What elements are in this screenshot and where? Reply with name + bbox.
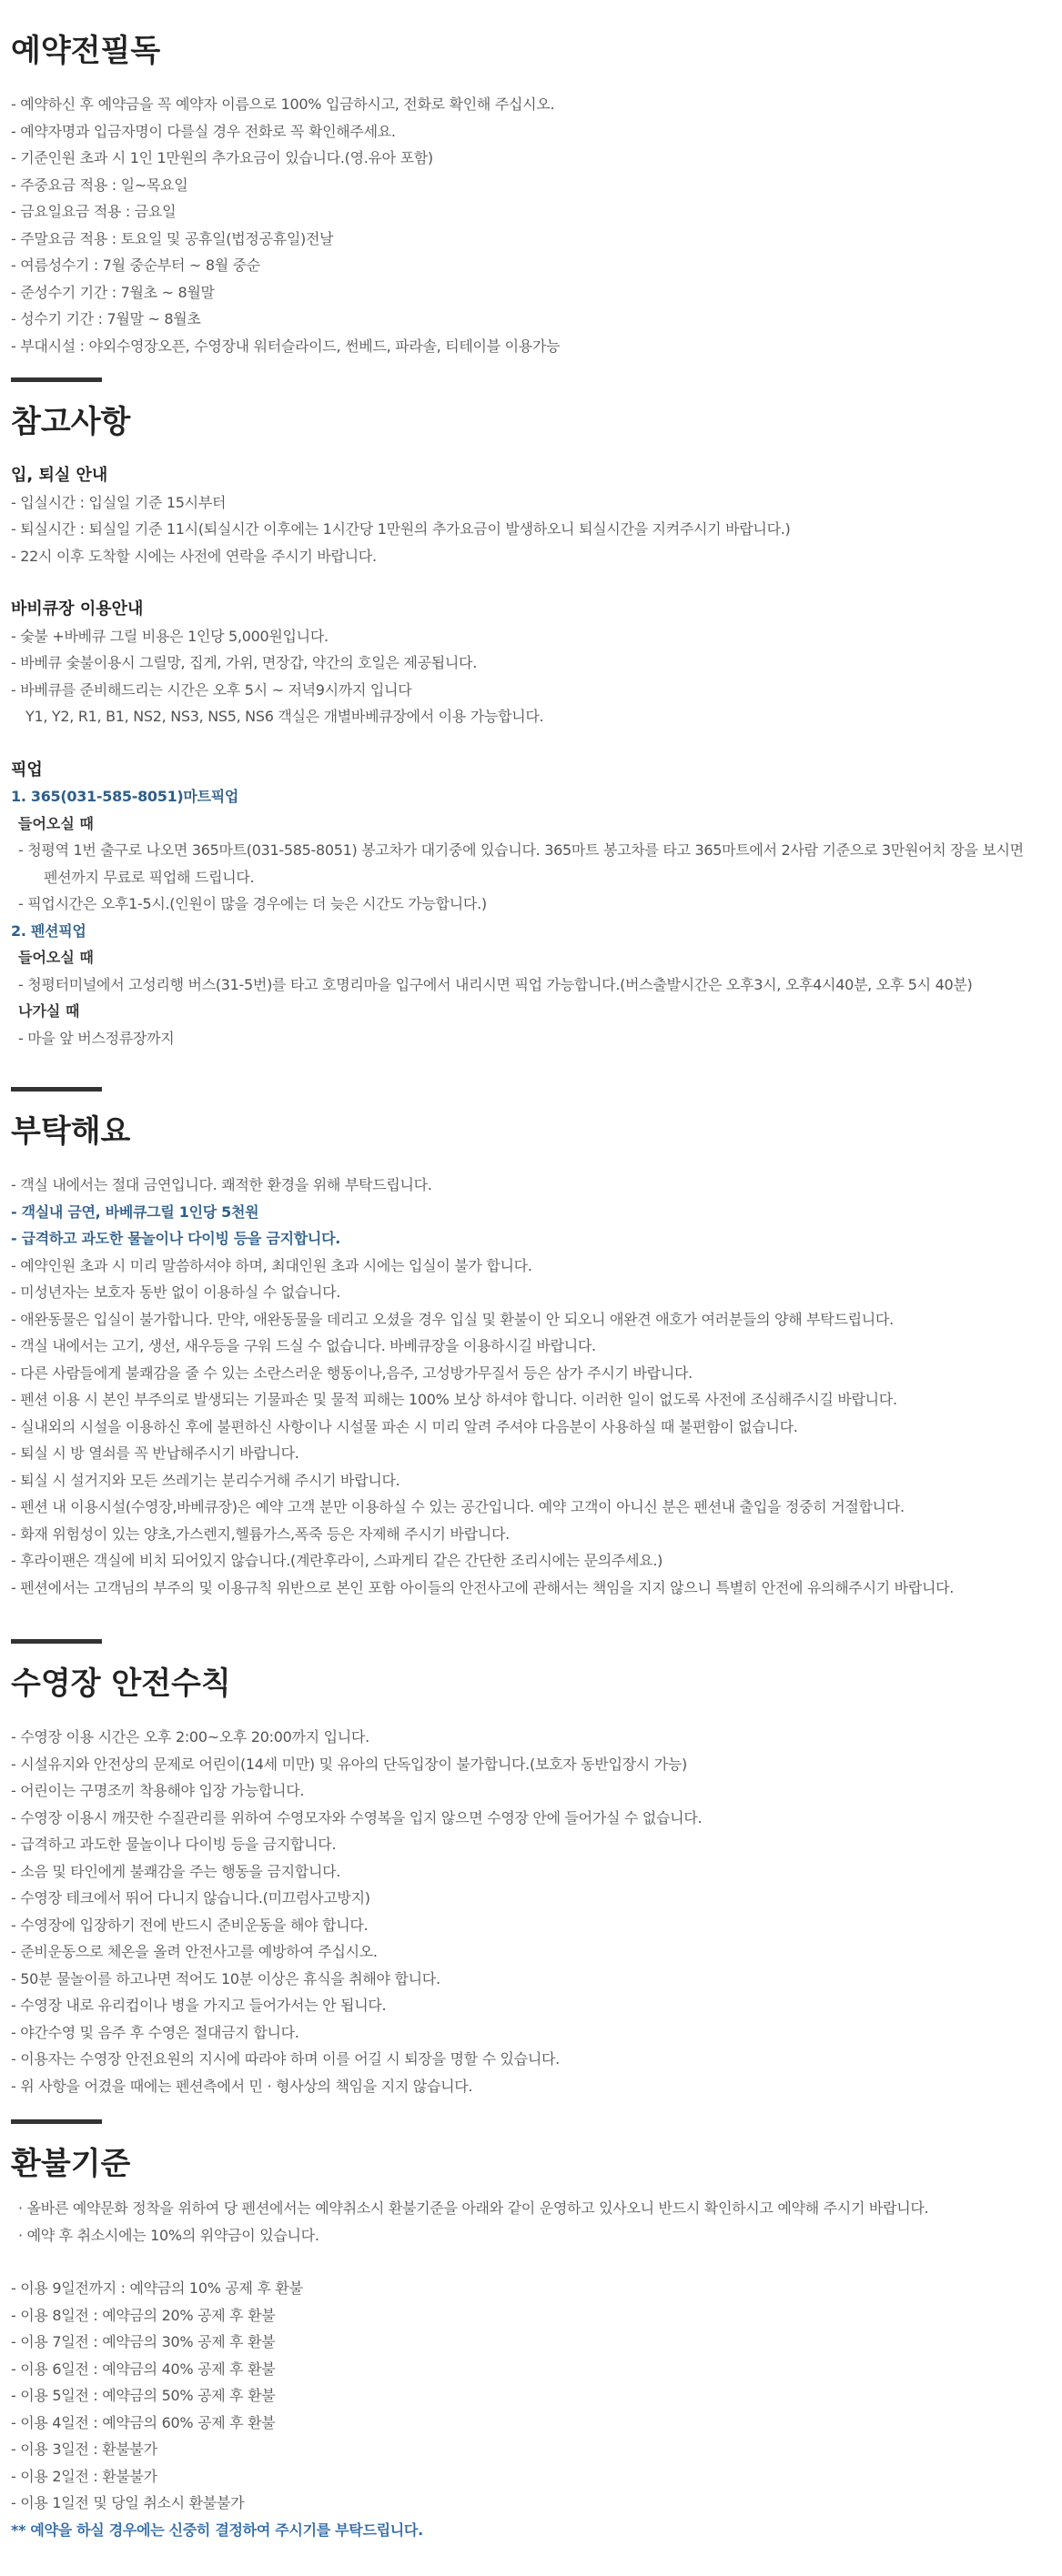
request-item: - 미성년자는 보호자 동반 없이 이용하실 수 없습니다. <box>11 1283 341 1301</box>
refund-item: - 이용 6일전 : 예약금의 40% 공제 후 환불 <box>11 2360 276 2378</box>
pool-rule-item: - 수영장 이용 시간은 오후 2:00~오후 20:00까지 입니다. <box>11 1728 369 1746</box>
pickup-option1-line: - 청평역 1번 출구로 나오면 365마트(031-585-8051) 봉고차가 대기중에 있습니다. 365마트 봉고차를 타고 365마트에서 2사람 기준으로 3만원어치 장을 보시면 <box>18 841 1024 859</box>
requests-title: 부탁해요 <box>11 1113 131 1150</box>
refund-item: - 이용 9일전까지 : 예약금의 10% 공제 후 환불 <box>11 2279 303 2297</box>
reservation-item: - 금요일요금 적용 : 금요일 <box>11 203 177 220</box>
refund-intro <box>11 2195 928 2249</box>
pickup-option1-sub: 들어오실 때 <box>18 814 94 832</box>
requests-section <box>11 1087 954 1601</box>
pool-rule-item: - 어린이는 구명조끼 착용해야 입장 가능합니다. <box>11 1782 305 1799</box>
request-item: - 화재 위험성이 있는 양초,가스렌지,헬륨가스,폭죽 등은 자제해 주시기 바랍니다. <box>11 1524 510 1543</box>
pool-rule-item: - 시설유지와 안전상의 문제로 어린이(14세 미만) 및 유아의 단독입장이 불가합니다.(보호자 동반입장시 가능) <box>11 1755 687 1773</box>
reservation-item: - 여름성수기 : 7월 중순부터 ~ 8월 중순 <box>11 257 260 274</box>
bbq-item: - 숯불 +바베큐 그릴 비용은 1인당 5,000원입니다. <box>11 627 329 645</box>
reservation-list <box>11 91 560 359</box>
bbq-list <box>11 623 1024 704</box>
pool-list <box>11 1724 702 2099</box>
request-item: - 펜션 내 이용시설(수영장,바베큐장)은 예약 고객 분만 이용하실 수 있는 공간입니다. 예약 고객이 아니신 분은 펜션내 출입을 정중히 거절합니다. <box>11 1498 905 1515</box>
refund-item: - 이용 1일전 및 당일 취소시 환불불가 <box>11 2494 245 2511</box>
bbq-note: Y1, Y2, R1, B1, NS2, NS3, NS5, NS6 객실은 개별바베큐장에서 이용 가능합니다. <box>25 708 544 725</box>
refund-notice: ** 예약을 하실 경우에는 신중히 결정하여 주시기를 부탁드립니다. <box>11 2521 423 2539</box>
pool-rule-item: - 수영장에 입장하기 전에 반드시 준비운동을 해야 합니다. <box>11 1916 369 1934</box>
reservation-item: - 주중요금 적용 : 일~목요일 <box>11 176 188 194</box>
reservation-item: - 부대시설 : 야외수영장오픈, 수영장내 워터슬라이드, 썬베드, 파라솔, 티테이블 이용가능 <box>11 337 561 355</box>
request-item: - 펜션 이용 시 본인 부주의로 발생되는 기물파손 및 물적 피해는 100% 보상 하셔야 합니다. 이러한 일이 없도록 사전에 조심해주시길 바랍니다. <box>11 1391 897 1408</box>
reservation-item: - 성수기 기간 : 7월말 ~ 8월초 <box>11 310 201 327</box>
refund-item: - 이용 2일전 : 환불불가 <box>11 2467 157 2485</box>
bbq-item: - 바베큐를 준비해드리는 시간은 오후 5시 ~ 저녁9시까지 입니다 <box>11 680 412 699</box>
pool-rule-item: - 급격하고 과도한 물놀이나 다이빙 등을 금지합니다. <box>11 1836 337 1853</box>
pickup-option1-line: 펜션까지 무료로 픽업해 드립니다. <box>44 868 255 886</box>
reservation-item: - 예약자명과 입금자명이 다를실 경우 전화로 꼭 확인해주세요. <box>11 122 396 140</box>
pickup-option2-in-line: - 청평터미널에서 고성리행 버스(31-5번)를 타고 호명리마을 입구에서 내리시면 픽업 가능합니다.(버스출발시간은 오후3시, 오후4시40분, 오후 5시 40분) <box>18 975 973 993</box>
request-item: - 후라이팬은 객실에 비치 되어있지 않습니다.(계란후라이, 스파게티 같은 간단한 조리시에는 문의주세요.) <box>11 1552 663 1569</box>
refund-intro-item: · 예약 후 취소시에는 10%의 위약금이 있습니다. <box>18 2226 319 2244</box>
pool-rule-item: - 수영장 이용시 깨끗한 수질관리를 위하여 수영모자와 수영복을 입지 않으면 수영장 안에 들어가실 수 없습니다. <box>11 1808 703 1826</box>
request-item: - 객실 내에서는 고기, 생선, 새우등을 구워 드실 수 없습니다. 바베큐장을 이용하시길 바랍니다. <box>11 1337 596 1354</box>
pool-rule-item: - 야간수영 및 음주 후 수영은 절대금지 합니다. <box>11 2023 299 2041</box>
checkin-heading: 입, 퇴실 안내 <box>11 466 108 485</box>
refund-title: 환불기준 <box>11 2146 131 2182</box>
request-item: - 객실 내에서는 절대 금연입니다. 쾌적한 환경을 위해 부탁드립니다. <box>11 1176 432 1193</box>
pickup-option2-in-heading: 들어오실 때 <box>18 949 94 966</box>
pool-rule-item: - 준비운동으로 체온을 올려 안전사고를 예방하여 주십시오. <box>11 1943 378 1960</box>
pickup-option1-line: - 픽업시간은 오후1-5시.(인원이 많을 경우에는 더 늦은 시간도 가능합니다.) <box>18 895 487 912</box>
request-item: - 다른 사람들에게 불쾌감을 줄 수 있는 소란스러운 행동이나,음주, 고성방가무질서 등은 삼가 주시기 바랍니다. <box>11 1363 693 1382</box>
request-item: - 급격하고 과도한 물놀이나 다이빙 등을 금지합니다. <box>11 1230 341 1247</box>
request-item: - 퇴실 시 설거지와 모든 쓰레기는 분리수거해 주시기 바랍니다. <box>11 1471 400 1489</box>
reservation-item: - 예약하신 후 예약금을 꼭 예약자 이름으로 100% 입금하시고, 전화로 확인해 주십시오. <box>11 96 555 113</box>
refund-item: - 이용 3일전 : 환불불가 <box>11 2440 157 2458</box>
requests-list <box>11 1172 954 1601</box>
bbq-item: - 바베큐 숯불이용시 그릴망, 집게, 가위, 면장갑, 약간의 호일은 제공됩니다. <box>11 654 478 671</box>
request-item: - 펜션에서는 고객님의 부주의 및 이용규칙 위반으로 본인 포함 아이들의 안전사고에 관해서는 책임을 지지 않으니 특별히 안전에 유의해주시기 바랍니다. <box>11 1578 955 1596</box>
request-item: - 예약인원 초과 시 미리 말씀하셔야 하며, 최대인원 초과 시에는 입실이 불가 합니다. <box>11 1256 532 1274</box>
checkin-item: - 22시 이후 도착할 시에는 사전에 연락을 주시기 바랍니다. <box>11 547 377 565</box>
pool-title: 수영장 안전수칙 <box>11 1665 231 1702</box>
checkin-item: - 퇴실시간 : 퇴실일 기준 11시(퇴실시간 이후에는 1시간당 1만원의 추가요금이 발생하오니 퇴실시간을 지켜주시기 바랍니다.) <box>11 520 791 538</box>
refund-item: - 이용 4일전 : 예약금의 60% 공제 후 환불 <box>11 2413 276 2431</box>
pickup-heading: 픽업 <box>11 760 43 780</box>
request-item: - 실내외의 시설을 이용하신 후에 불편하신 사항이나 시설물 파손 시 미리 알려 주셔야 다음분이 사용하실 때 불편함이 없습니다. <box>11 1417 798 1435</box>
pickup-option2-out-line: - 마을 앞 버스정류장까지 <box>18 1029 175 1047</box>
request-item: - 객실내 금연, 바베큐그릴 1인당 5천원 <box>11 1202 259 1221</box>
refund-item: - 이용 5일전 : 예약금의 50% 공제 후 환불 <box>11 2387 276 2404</box>
pool-rule-item: - 수영장 테크에서 뛰어 다니지 않습니다.(미끄럼사고방지) <box>11 1889 370 1907</box>
refund-item: - 이용 7일전 : 예약금의 30% 공제 후 환불 <box>11 2333 276 2350</box>
bbq-heading: 바비큐장 이용안내 <box>11 599 144 619</box>
reference-title: 참고사항 <box>11 404 131 440</box>
reservation-item: - 기준인원 초과 시 1인 1만원의 추가요금이 있습니다.(영.유아 포함) <box>11 149 433 166</box>
pool-rule-item: - 수영장 내로 유리컵이나 병을 가지고 들어가서는 안 됩니다. <box>11 1997 387 2014</box>
reservation-section <box>11 0 560 359</box>
reservation-title: 예약전필독 <box>11 33 161 69</box>
pool-rule-item: - 소음 및 타인에게 불쾌감을 주는 행동을 금지합니다. <box>11 1862 341 1880</box>
pool-rule-item: - 50분 물놀이를 하고나면 적어도 10분 이상은 휴식을 취해야 합니다. <box>11 1969 440 1987</box>
pickup-option2-out-heading: 나가실 때 <box>18 1002 80 1020</box>
checkin-item: - 입실시간 : 입실일 기준 15시부터 <box>11 493 227 511</box>
refund-intro-item: · 올바른 예약문화 정착을 위하여 당 펜션에서는 예약취소시 환불기준을 아래와 같이 운영하고 있사오니 반드시 확인하시고 예약해 주시기 바랍니다. <box>18 2199 929 2217</box>
refund-section <box>11 2119 928 2543</box>
checkin-list <box>11 489 1024 570</box>
pool-rule-item: - 위 사항을 어겼을 때에는 펜션측에서 민 · 형사상의 책임을 지지 않습니다. <box>11 2077 473 2095</box>
refund-item: - 이용 8일전 : 예약금의 20% 공제 후 환불 <box>11 2306 276 2324</box>
reservation-item: - 주말요금 적용 : 토요일 및 공휴일(법정공휴일)전날 <box>11 229 334 247</box>
request-item: - 퇴실 시 방 열쇠를 꼭 반납해주시기 바랍니다. <box>11 1444 299 1462</box>
refund-list <box>11 2275 928 2517</box>
request-item: - 애완동물은 입실이 불가합니다. 만약, 애완동물을 데리고 오셨을 경우 입실 및 환불이 안 되오니 애완견 애호가 여러분들의 양해 부탁드립니다. <box>11 1310 894 1328</box>
reference-section <box>11 377 1024 1052</box>
pool-section <box>11 1639 702 2099</box>
pool-rule-item: - 이용자는 수영장 안전요원의 지시에 따라야 하며 이를 어길 시 퇴장을 명할 수 있습니다. <box>11 2050 560 2068</box>
pickup-option1-title: 1. 365(031-585-8051)마트픽업 <box>11 788 239 805</box>
pickup-option2-title: 2. 펜션픽업 <box>11 921 86 940</box>
reservation-item: - 준성수기 기간 : 7월초 ~ 8월말 <box>11 283 215 301</box>
